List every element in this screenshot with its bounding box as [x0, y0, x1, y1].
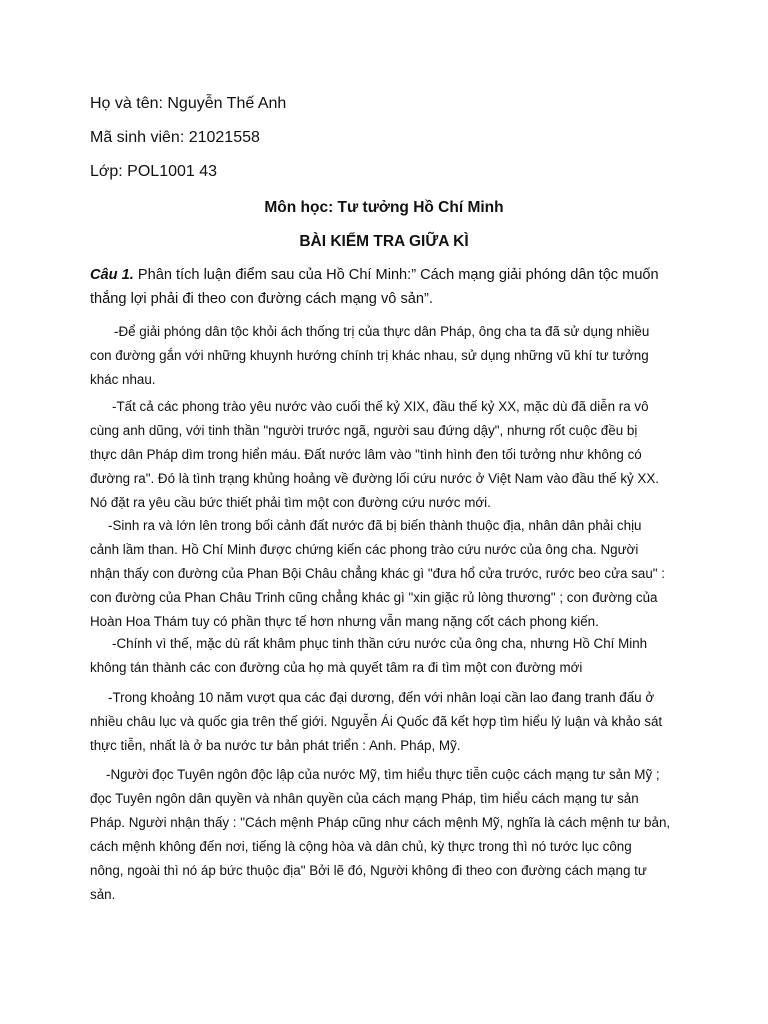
question-line: thắng lợi phải đi theo con đường cách mạng vô sản”. [90, 291, 433, 307]
paragraph-line: -Tất cả các phong trào yêu nước vào cuối thế kỷ XIX, đầu thế kỷ XX, mặc dù đã diễn ra vô [112, 399, 649, 414]
paragraph-line: con đường của Phan Châu Trinh cũng chẳng khác gì "xin giặc rủ lòng thương" ; con đường của [90, 590, 658, 605]
paragraph-line: thực dân Pháp dìm trong hiển máu. Đất nước lâm vào "tình hình đen tối tưởng như không có [90, 447, 642, 462]
paragraph-line: đọc Tuyên ngôn dân quyền và nhân quyền của cách mạng Pháp, tìm hiểu cách mạng tư sản [90, 791, 639, 806]
paragraph-line: cùng anh dũng, với tinh thần "người trước ngã, người sau đứng dậy", nhưng rốt cuộc đều bị [90, 423, 638, 438]
paragraph-line: Hoàn Hoa Thám tuy có phần thực tế hơn nhưng vẫn mang nặng cốt cách phong kiến. [90, 614, 599, 629]
paragraph-line: Pháp. Người nhận thấy : "Cách mệnh Pháp cũng như cách mệnh Mỹ, nghĩa là cách mệnh tư bản, [90, 815, 671, 830]
paragraph-line: -Sinh ra và lớn lên trong bối cảnh đất nước đã bị biến thành thuộc địa, nhân dân phải chịu [108, 518, 642, 533]
question-label: Câu 1. [90, 267, 134, 283]
paragraph-line: đường ra". Đó là tình trạng khủng hoảng về đường lối cứu nước ở Việt Nam vào đầu thế kỷ XX. [90, 471, 660, 486]
paragraph-line: con đường gắn với những khuynh hướng chính trị khác nhau, sử dụng những vũ khí tư tưởng [90, 348, 649, 363]
paragraph-line: Nó đặt ra yêu cầu bức thiết phải tìm một con đường cứu nước mới. [90, 495, 491, 510]
paragraph-line: nông, ngoài thì nó áp bức thuộc địa" Bởi lẽ đó, Người không đi theo con đường cách mạng tư [90, 863, 647, 878]
paragraph-line: -Trong khoảng 10 năm vượt qua các đại dương, đến với nhân loại cần lao đang tranh đấu ở [108, 690, 655, 705]
paragraph-line: không tán thành các con đường của họ mà quyết tâm ra đi tìm một con đường mới [90, 660, 583, 675]
paragraph-2 [90, 395, 702, 515]
question-block [90, 263, 690, 311]
paragraph-6 [90, 763, 702, 907]
paragraph-1 [90, 320, 704, 392]
paragraph-line: thực tiễn, nhất là ở ba nước tư bản phát triển : Anh. Pháp, Mỹ. [90, 738, 461, 753]
student-id: Mã sinh viên: 21021558 [90, 129, 260, 146]
student-name: Họ và tên: Nguyễn Thế Anh [90, 95, 287, 112]
paragraph-line: -Để giải phóng dân tộc khỏi ách thống trị của thực dân Pháp, ông cha ta đã sử dụng nhiều [114, 324, 650, 339]
exam-title: BÀI KIỂM TRA GIỮA KÌ [299, 233, 469, 250]
question-line [90, 263, 690, 287]
paragraph-line: sản. [90, 887, 116, 902]
paragraph-3 [90, 514, 702, 634]
paragraph-line: cách mệnh không đến nơi, tiếng là cộng hòa và dân chủ, kỳ thực trong thì nó tước lục công [90, 839, 632, 854]
paragraph-line: -Người đọc Tuyên ngôn độc lập của nước Mỹ, tìm hiểu thực tiễn cuộc cách mạng tư sản Mỹ ; [106, 767, 660, 782]
subject-heading: Môn học: Tư tưởng Hồ Chí Minh [264, 199, 504, 216]
paragraph-line: khác nhau. [90, 372, 156, 387]
paragraph-line: cảnh lầm than. Hồ Chí Minh được chứng kiến các phong trào cứu nước của ông cha. Người [90, 542, 639, 557]
paragraph-5 [90, 686, 702, 758]
question-text: Phân tích luận điểm sau của Hồ Chí Minh:” Cách mạng giải phóng dân tộc muốn [133, 267, 659, 283]
paragraph-line: nhiều châu lục và quốc gia trên thế giới. Nguyễn Ái Quốc đã kết hợp tìm hiểu lý luận và khảo sát [90, 714, 663, 729]
class-code: Lớp: POL1001 43 [90, 163, 218, 180]
paragraph-4 [90, 632, 702, 680]
paragraph-line: nhận thấy con đường của Phan Bội Châu chẳng khác gì "đưa hổ cửa trước, rước beo cửa sau" : [90, 566, 665, 581]
paragraph-line: -Chính vì thế, mặc dù rất khâm phục tinh thần cứu nước của ông cha, nhưng Hồ Chí Minh [112, 636, 648, 651]
